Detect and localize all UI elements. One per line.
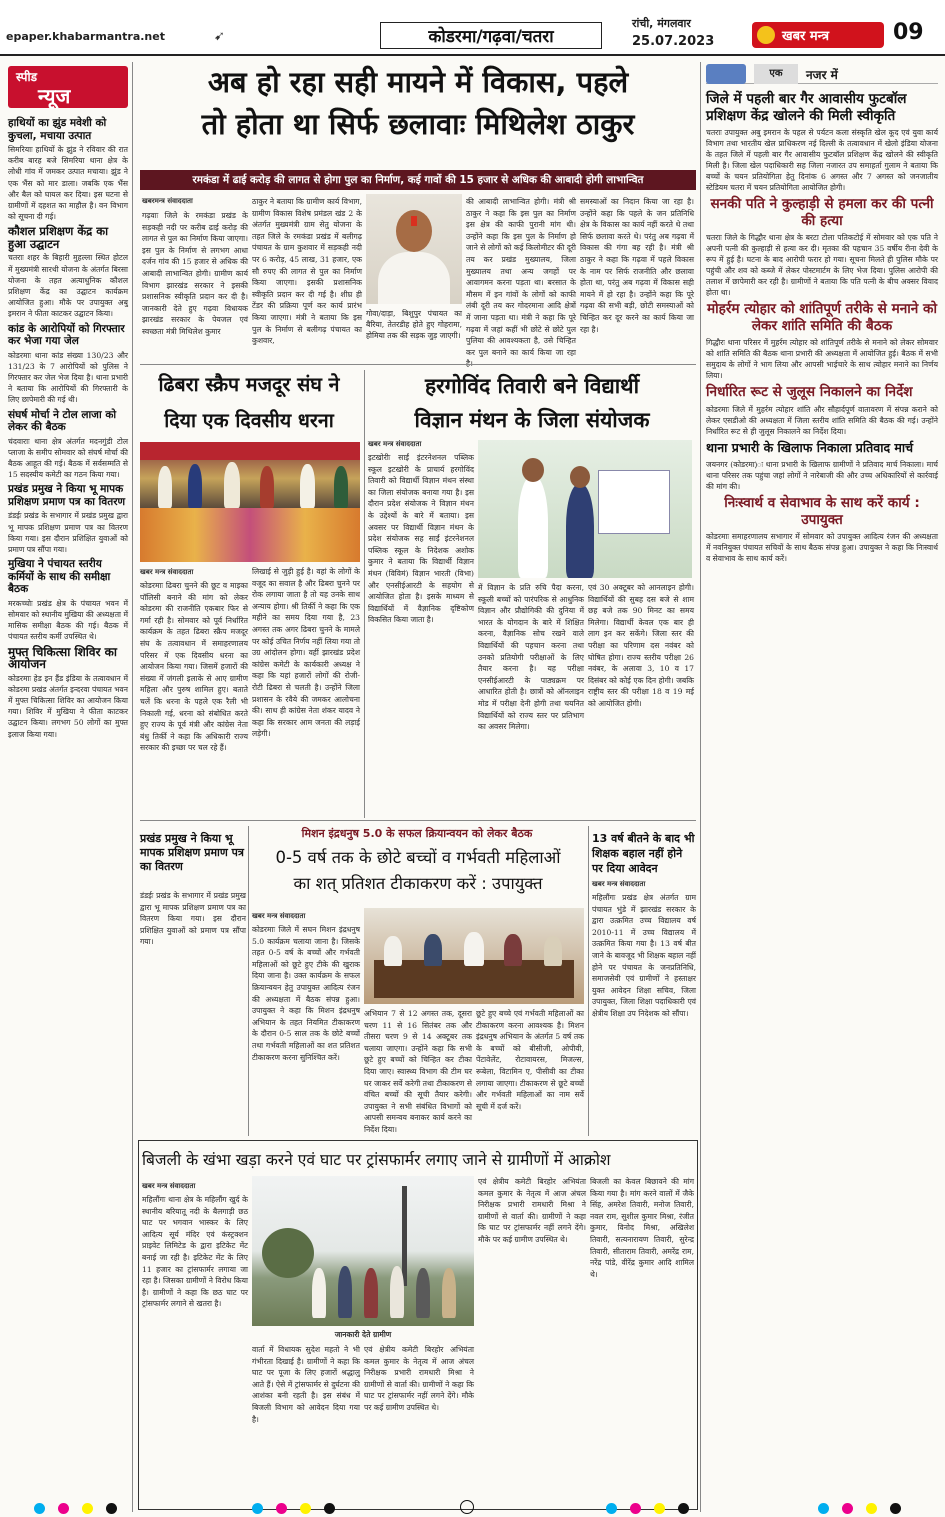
story-headline: मोहर्रम त्योहार को शांतिपूर्ण तरीके से मनाने को लेकर शांति समिति की बैठक bbox=[706, 301, 938, 334]
story-selfless bbox=[706, 495, 938, 564]
brief-text: डंडईः प्रखंड के सभागार में प्रखंड प्रमुख द्वारा भू मापक प्रशिक्षण प्रमाण पत्र का वितरण किया गया। इस दौरान प्रशिक्षित युवाओं को प्रमाण पत्र सौंपा गया। bbox=[8, 511, 128, 555]
brief-review bbox=[8, 558, 128, 642]
villager bbox=[312, 1268, 326, 1318]
story-headline: निर्धारित रूट से जुलूस निकालने का निर्देश bbox=[706, 384, 913, 400]
dhibra-col-1: कोडरमाः ढिबरा चुनने की छूट व माइका पॉलिसी बनाने की मांग को लेकर कोडरमा की राजनीति एकबार फिर से गर्मा रही है। सोमवार को पूर्व निर्धारित कार्यक्रम के तहत ढिबरा स्क्रैप मजदूर संघ के तत्वावधान में समाहरणालय परिसर में एक दिवसीय धरना का आयोजन किया गया। जिसमें हजारों की संख्या में जंगली इलाके से आए ग्रामीण महिला और पुरुष शामिल हुए। बताते चलें कि धरना के पहले एक रैली भी निकाली गई, धरना को संबोधित करते हुए राज्य के पूर्व मंत्री और कांग्रेस नेता बंधु तिर्की ने कहा कि अधिकारी राज्य सरकार की इच्छा पर चल रहे हैं। bbox=[140, 581, 248, 753]
dhibra-photo bbox=[140, 442, 360, 508]
issue-date: 25.07.2023 bbox=[632, 34, 715, 49]
ek-badge: एक bbox=[754, 64, 798, 84]
story-text: जयनगर (कोडरमा)ः थाना प्रभारी के खिलाफ ग्रामीणों ने प्रतिवाद मार्च निकाला। मार्च थाना परिसर तक पहुंचा जहां लोगों ने नारेबाजी की और उच्च अधिकारियों से कार्रवाई की मांग की। bbox=[706, 460, 938, 491]
lead-col-2: ठाकुर ने बताया कि ग्रामीण कार्य विभाग, ग्रामीण विकास विशेष प्रमंडल खंड 2 के अंतर्गत मुख्यमंत्री ग्राम सेतु योजना के तहत जिले के रमकंडा प्रखंड में बलीगढ़ पंचायत के ग्राम कुशवार में सड़कही नदी पर 6 करोड़, 45 लाख, 31 हजार, एक सौ रुपए की लागत से पुल का निर्माण किया जाएगा। इसकी प्रशासनिक स्वीकृति प्रदान कर दी गई है। शीघ्र ही टेंडर की प्रक्रिया पूर्ण कर कार्य प्रारंभ किया जाएगा। मंत्री ने बताया कि इस पुल के निर्माण से बलीगढ़ पंचायत का कुशवार, bbox=[252, 197, 362, 346]
brief-headline: मुफ्त चिकित्सा शिविर का आयोजन bbox=[8, 644, 118, 672]
right-divider bbox=[700, 62, 701, 1512]
registration-dot bbox=[866, 1503, 877, 1514]
person-figure bbox=[566, 484, 594, 578]
speed-label: स्पीड bbox=[16, 70, 38, 84]
brief-headline: कांड के आरोपियों को गिरफ्तार कर भेजा गया जेल bbox=[8, 322, 125, 348]
brief-text: मरकच्चोः प्रखंड क्षेत्र के पंचायत भवन में सोमवार को स्थानीय मुखिया की अध्यक्षता में मासिक समीक्षा बैठक की गई। बैठक में पंचायत स्तरीय कर्मी उपस्थित थे। bbox=[8, 598, 128, 642]
brief-headline: कौशल प्रशिक्षण केंद्र का हुआ उद्घाटन bbox=[8, 224, 109, 251]
person-head bbox=[570, 466, 590, 488]
block-divider bbox=[248, 826, 249, 1136]
bijli-headline: बिजली के खंभा खड़ा करने एवं घाट पर ट्रांसफार्मर लगाए जाने से ग्रामीणों में आक्रोश bbox=[142, 1151, 611, 1169]
story-muharram bbox=[706, 301, 938, 381]
registration-dot bbox=[630, 1503, 641, 1514]
bijli-photo-caption: जानकारी देते ग्रामीण bbox=[334, 1330, 392, 1339]
bijli-col-3b: एवं क्षेत्रीय कमेटी बिरहोर अभियंता कमल कुमार के नेतृत्व में आज अंचल निरीक्षक प्रभारी रामधारी मिश्रा ने ग्रामीणों से वार्ता की। ग्रामीणों ने कहा कि घाट पर ट्रांसफार्मर नहीं लगने देंगे। मौके पर कई ग्रामीण उपस्थित थे। bbox=[478, 1177, 586, 1244]
mission-headline-2: का शत् प्रतिशत टीकाकरण करें : उपायुक्त bbox=[293, 874, 543, 893]
site-url[interactable]: epaper.khabarmantra.net bbox=[6, 30, 165, 43]
story-text: कोडरमाः समाहरणालय सभागार में सोमवार को उपायुक्त आदित्य रंजन की अध्यक्षता में नवनियुक्त पंचायत सचिवों के साथ बैठक संपन्न हुआ। उपायुक्त ने कहा कि निःस्वार्थ व सेवाभाव के साथ कार्य करें। bbox=[706, 532, 938, 563]
ssa-divider bbox=[588, 826, 589, 1136]
registration-dot bbox=[34, 1503, 45, 1514]
bijli-col-3: एवं क्षेत्रीय कमेटी बिरहोर अभियंता कमल कुमार के नेतृत्व में आज अंचल निरीक्षक प्रभारी रामधारी मिश्रा ने ग्रामीणों से वार्ता की। ग्रामीणों ने कहा कि घाट पर ट्रांसफार्मर नहीं लगने देंगे। मौके पर कई ग्रामीण उपस्थित थे। bbox=[364, 1345, 474, 1412]
electric-pole bbox=[402, 1186, 407, 1286]
lead-strap: रमकंडा में ढाई करोड़ की लागत से होगा पुल का निर्माण, कई गावों की 15 हजार से अधिक की आबादी होगी लाभान्वित bbox=[140, 170, 696, 190]
crosshair-icon bbox=[460, 1500, 474, 1514]
dhibra-byline: खबर मन्त्र संवाददाता bbox=[140, 568, 194, 576]
bijli-col-1: महिलौंगः थाना क्षेत्र के महिलौंग खुर्द के स्थानीय बरियातू नदी के बैलगाड़ी छठ घाट पर भगवान भास्कर के लिए आदित्य सूर्य मंदिर एवं कंस्ट्रक्शन प्राइवेट लिमिटेड के द्वारा इटिकेट मेंट बनाई जा रही है। इटिकेट मेंट के लिए 11 हजार का ट्रांसफार्मर लगाया जा रहा है। जिसका ग्रामीणों ने विरोध किया है। ग्रामीणों ने कहा कि छठ घाट पर ट्रांसफार्मर लगाने से खतरा है। bbox=[142, 1195, 248, 1309]
certificate-board bbox=[598, 470, 670, 534]
minister-body bbox=[378, 252, 450, 304]
brief-skill-centre bbox=[8, 225, 128, 319]
crowd-figure bbox=[158, 466, 172, 508]
story-headline: थाना प्रभारी के खिलाफ निकाला प्रतिवाद मार्च bbox=[706, 439, 914, 455]
mission-top-rule bbox=[140, 820, 696, 821]
dhibra-headline-1: ढिबरा स्क्रैप मजदूर संघ ने bbox=[158, 373, 340, 396]
hargovind-col-1: इटखोरीः साईं इंटरनेशनल पब्लिक स्कूल इटखोरी के प्राचार्य हरगोविंद तिवारी को विद्यार्थी विज्ञान मंथन संस्था का जिला संयोजक बनाया गया है। इस दौरान प्रदेश संयोजक ने विज्ञान मंथन के उद्देश्यों के बारे में बताया। इस अवसर पर विद्यार्थी विज्ञान मंथन के प्रदेश संयोजक सह साईं इंटरनेशनल पब्लिक स्कूल के निदेशक अशोक कुमार ने बताया कि विद्यार्थी विज्ञान मंथन (विविमं) विज्ञान भारती (विभा) और एनसीईआरटी के सहयोग से आयोजित होता है। इसके माध्यम से विद्यार्थियों में वैज्ञानिक दृष्टिकोण विकसित किया जाता है। bbox=[368, 453, 474, 625]
attendee bbox=[464, 932, 484, 966]
registration-dot bbox=[82, 1503, 93, 1514]
bijli-byline: खबर मन्त्र संवाददाता bbox=[142, 1182, 196, 1190]
cursor-icon: ➹ bbox=[214, 29, 225, 44]
crowd-figure bbox=[334, 466, 348, 508]
person-head bbox=[522, 458, 544, 482]
top-bar bbox=[0, 0, 945, 56]
ssa-headline-2: शिक्षक बहाल नहीं होने bbox=[592, 847, 683, 860]
story-text: कोडरमाः जिले में मुहर्रम त्योहार शांति और सौहार्दपूर्ण वातावरण में संपन्न कराने को लेकर एसडीओ की अध्यक्षता में जिला स्तरीय शांति समिति की बैठक की गई। उन्होंने निर्धारित रूट से ही जुलूस निकालने का निर्देश दिया। bbox=[706, 404, 938, 436]
attendee bbox=[424, 934, 442, 966]
mid-divider bbox=[364, 370, 365, 818]
hargovind-headline-1: हरगोविंद तिवारी बने विद्यार्थी bbox=[424, 374, 640, 398]
story-football bbox=[706, 91, 938, 193]
brand-logo bbox=[752, 22, 884, 48]
story-protest bbox=[706, 440, 938, 493]
right-stories bbox=[706, 88, 938, 1508]
dhibra-headline-2: दिया एक दिवसीय धरना bbox=[164, 409, 334, 432]
brief-text: चंदवाराः थाना क्षेत्र अंतर्गत मदनगुंडी टोल प्लाजा के समीप सोमवार को संघर्ष मोर्चा की बैठक आहूत की गई। बैठक में सर्वसम्मति से 15 सदस्यीय कमेटी का गठन किया गया। bbox=[8, 436, 128, 480]
brief-text: चतराः शहर के बिहारी मुहल्ला स्थित होटल में मुख्यमंत्री सारथी योजना के अंतर्गत बिरसा योजना के तहत अत्याधुनिक कौशल प्रशिक्षण केंद्र का उद्घाटन कार्यक्रम आयोजित हुआ। मौके पर उपायुक्त अबु इमरान ने फीता काटकर उद्घाटन किया। bbox=[8, 253, 128, 319]
hargovind-byline: खबर मन्त्र संवाददाता bbox=[368, 440, 422, 448]
ssa-headline-1: 13 वर्ष बीतने के बाद भी bbox=[592, 832, 695, 845]
crowd-figure bbox=[224, 462, 240, 508]
mission-col-2: अभियान 7 से 12 अगस्त तक, दूसरा चरण 11 से 16 सितंबर तक और तीसरा चरण 9 से 14 अक्टूबर तक चलाया जाएगा। उन्होंने कहा कि सभी छूटे हुए बच्चों को चिन्हित कर टीका दिया जाए। स्वास्थ्य विभाग की टीम घर घर जाकर सर्वे करेगी तथा टीकाकरण से वंचित बच्चों की सूची तैयार करेगी। उपायुक्त ने सभी संबंधित विभागों को आपसी समन्वय बनाकर कार्य करने का निर्देश दिया। bbox=[364, 1009, 472, 1134]
left-briefs bbox=[8, 114, 128, 1509]
banner-shape bbox=[140, 442, 360, 460]
attendee bbox=[544, 936, 562, 966]
crowd-figure bbox=[260, 466, 274, 508]
brief-headline: प्रखंड प्रमुख ने किया भू मापक प्रशिक्षण प्रमाण पत्र का वितरण bbox=[8, 483, 126, 508]
brief-elephant bbox=[8, 117, 128, 222]
nazar-icon bbox=[706, 64, 746, 84]
left-divider bbox=[132, 62, 133, 1512]
attendee bbox=[384, 936, 402, 966]
attendee bbox=[504, 934, 522, 966]
story-headline: जिले में पहली बार गैर आवासीय फुटबॉल प्रशिक्षण केंद्र खोलने की मिली स्वीकृति bbox=[706, 91, 907, 124]
mission-byline: खबर मन्त्र संवाददाता bbox=[252, 912, 306, 920]
registration-dot bbox=[818, 1503, 829, 1514]
story-text: चतराः जिले के गिद्धौर थाना क्षेत्र के बरटा टोला पतिकटोई में सोमवार को एक पति ने अपनी पत्नी की कुल्हाड़ी से हत्या कर दी। मृतका की पहचान 35 वर्षीय रीना देवी के रूप में हुई है। घटना के बाद आरोपी फरार हो गया। सूचना मिलते ही पुलिस मौके पर पहुंची और शव को कब्जे में लेकर पोस्टमार्टम के लिए भेज दिया। पुलिस आरोपी की तलाश में छापेमारी कर रही है। ग्रामीणों ने बताया कि पति पत्नी के बीच अक्सर विवाद होता था। bbox=[706, 233, 938, 297]
minister-photo bbox=[366, 194, 462, 304]
story-text: चतराः उपायुक्त अबु इमरान के पहल से पर्यटन कला संस्कृति खेल कूद एवं युवा कार्य विभाग तथा भारतीय खेल प्राधिकरण नई दिल्ली के तत्वावधान में खेलो इंडिया योजना के तहत जिले में पहली बार गैर आवासीय फुटबॉल प्रशिक्षण केंद्र खोलने की स्वीकृति मिली है। जिला खेल पदाधिकारी सह जिला नजारत उप समाहर्ता गुलाम ने बताया कि बच्चों के चयन प्रतियोगिता हेतु दिनांक 6 अगस्त और 7 अगस्त को जनजातीय स्टेडियम चतरा में चयन प्रतियोगिता आयोजित होगी। bbox=[706, 128, 938, 192]
villager bbox=[364, 1268, 378, 1318]
ek-nazar-header bbox=[706, 64, 938, 84]
person-figure bbox=[518, 476, 548, 578]
lead-byline: खबरमन्त्र संवाददाता bbox=[142, 197, 193, 205]
mission-col-3: छूटे हुए बच्चे एवं गर्भवती महिलाओं का टीकाकरण करना आवश्यक है। मिशन इंद्रधनुष अभियान के अंतर्गत 5 वर्ष तक के बच्चों को बीसीजी, ओपीवी, पेंटावेलेंट, रोटावायरस, मिजल्स, रूबेला, विटामिन ए, पीसीवी का टीका लगाया जाएगा। टीकाकरण से छूटे बच्चों और गर्भवती महिलाओं का नाम सर्वे सूची में दर्ज करें। bbox=[476, 1009, 584, 1111]
villager bbox=[442, 1268, 456, 1318]
story-headline: सनकी पति ने कुल्हाड़ी से हमला कर की पत्नी की हत्या bbox=[710, 196, 934, 229]
nazar-label: नजर में bbox=[806, 68, 838, 82]
brief-health-camp bbox=[8, 646, 128, 740]
hargovind-col-3: एवं 30 अक्टूबर को आनलाइन होगी। विद्यार्थियों की सुबह दस बजे से शाम छह बजे तक 90 मिनट का समय मिलेगा। विद्यार्थी केवल एक बार ही लाग इन कर सकेंगे। जिला स्तर की परीक्षा का परिणाम दस नवंबर को घोषित होगा। राज्य स्तरीय परीक्षा 26 नवंबर, के अलावा 3, 10 व 17 दिसंबर को कोई एक दिन होगी। जबकि राष्ट्रीय स्तर की परीक्षा 18 व 19 मई को आयोजित होगी। bbox=[588, 583, 694, 708]
pramukh-text: डंडईः प्रखंड के सभागार में प्रखंड प्रमुख द्वारा भू मापक प्रशिक्षण प्रमाण पत्र का वितरण किया गया। इस दौरान प्रशिक्षित युवाओं को प्रमाण पत्र सौंपा गया। bbox=[140, 891, 246, 947]
brief-headline: संघर्ष मोर्चा ने टोल लाजा को लेकर की बैठक bbox=[8, 408, 117, 434]
bijli-col-2: वार्ता में विधायक सुदेश महतो ने भी गंभीरता दिखाई है। ग्रामीणों ने कहा कि घाट पर पूजा के लिए हजारों श्रद्धालु आते हैं। ऐसे में ट्रांसफार्मर से दुर्घटना की आशंका बनी रहती है। इस संबंध में बिजली विभाग को आवेदन दिया गया है। bbox=[252, 1345, 360, 1424]
mission-col-1: कोडरमाः जिले में सघन मिशन इंद्रधनुष 5.0 कार्यक्रम चलाया जाना है। जिसके तहत 0-5 वर्ष के बच्चों और गर्भवती महिलाओं को छूटे हुए टीके की खुराक दिया जाना है। उक्त कार्यक्रम के सफल क्रियान्वयन हेतु उपायुक्त आदित्य रंजन की अध्यक्षता में बैठक संपन्न हुआ। उपायुक्त ने कहा कि मिशन इंद्रधनुष अभियान के तहत नियमित टीकाकरण के दौरान 0-5 साल तक के छोटे बच्चों तथा गर्भवती महिलाओं का शत प्रतिशत टीकाकरण करना सुनिश्चित करें। bbox=[252, 925, 360, 1062]
lead-headline-1: अब हो रहा सही मायने में विकास, पहले bbox=[207, 65, 629, 99]
brief-certificate bbox=[8, 483, 128, 555]
brief-headline: हाथियों का झुंड मवेशी को कुचला, मचाया उत्पात bbox=[8, 117, 107, 142]
registration-dot bbox=[106, 1503, 117, 1514]
hargovind-photo bbox=[478, 440, 692, 578]
brand-name: खबर मन्त्र bbox=[782, 29, 830, 44]
minister-tilak bbox=[411, 216, 417, 226]
lead-bottom-rule bbox=[140, 364, 696, 365]
page-number: 09 bbox=[893, 20, 924, 45]
lead-headline-2: तो होता था सिर्फ छलावाः मिथिलेश ठाकुर bbox=[201, 107, 635, 141]
crowd-figure bbox=[300, 464, 315, 508]
bijli-photo bbox=[252, 1176, 474, 1326]
lead-col-3: की आबादी लाभान्वित होगी। मंत्री श्री ठाकुर ने कहा कि इस पुल का निर्माण इस क्षेत्र की काफी पुरानी मांग थी। उन्होंने कहा कि इस पुल के निर्माण हो जाने से लोगों को कई किलोमीटर की दूरी तय कर प्रखंड मुख्यालय, जिला मुख्यालय तथा अन्य जगहों पर आवागमन करना पड़ता था। बरसात के मौसम में इन गांवों के लोगों को काफी लंबी दूरी तय कर गोदरमाना आदि क्षेत्रों में जाना पड़ता था। मंत्री ने कहा कि पूरे गढ़वा में जहां कहीं भी छोटे से छोटे पुल पुलिया की आवश्यकता है, उसे चिन्हित कर पुल बनाने का कार्य किया जा रहा bbox=[466, 197, 576, 357]
ssa-headline-3: पर दिया आवेदन bbox=[592, 862, 658, 875]
registration-dot bbox=[606, 1503, 617, 1514]
story-text: गिद्धौरः थाना परिसर में मुहर्रम त्योहार को शांतिपूर्ण तरीके से मनाने को लेकर सोमवार को शांति समिति की बैठक थाना प्रभारी की अध्यक्षता में आयोजित हुई। बैठक में सभी समुदाय के लोगों ने भाग लिया और आपसी भाईचारे के साथ त्योहार मनाने का निर्णय लिया। bbox=[706, 338, 938, 380]
registration-dot bbox=[300, 1503, 311, 1514]
registration-dot bbox=[678, 1503, 689, 1514]
registration-dot bbox=[324, 1503, 335, 1514]
brief-text: कोडरमाः हेड इन हैंड इंडिया के तत्वावधान में कोडरमा प्रखंड अंतर्गत इन्दरवा पंचायत भवन में मुफ्त चिकित्सा शिविर का आयोजन किया गया। शिविर में मुखिया ने फीता काटकर उद्घाटन किया। लगभग 50 लोगों का मुफ्त इलाज किया गया। bbox=[8, 673, 128, 739]
brief-arrest bbox=[8, 323, 128, 406]
story-murder bbox=[706, 196, 938, 298]
mission-headline-1: 0-5 वर्ष तक के छोटे बच्चों व गर्भवती महिलाओं bbox=[275, 848, 561, 867]
story-headline: निःस्वार्थ व सेवाभाव के साथ करें कार्य : उपायुक्त bbox=[724, 495, 920, 528]
crowd-figure bbox=[188, 464, 202, 508]
pramukh-headline: प्रखंड प्रमुख ने किया भू मापक प्रशिक्षण प्रमाण पत्र का वितरण bbox=[140, 832, 244, 873]
lead-photo-caption: गोवा/दाड़ा, बिशुपुर पंचायत का बैरिया, तेतरडीह होते हुए गोहरामा, होमिया तक की सड़क जुड़ जाएगी। bbox=[366, 309, 462, 341]
villager bbox=[338, 1266, 352, 1318]
ssa-col: महिलौंगः प्रखंड क्षेत्र अंतर्गत ग्राम पंचायत भुंडे में झारखंड सरकार के द्वारा उत्क्रमित उच्च विद्यालय वर्ष 2010-11 में उच्च विद्यालय में उत्क्रमित किया गया है। 13 वर्ष बीत जाने के बावजूद भी शिक्षक बहाल नहीं होने पर पंचायत के जनप्रतिनिधि, समाजसेवी एवं ग्रामीणों ने हस्ताक्षर युक्त आवेदन शिक्षा सचिव, जिला उपायुक्त, जिला शिक्षा पदाधिकारी एवं क्षेत्रीय शिक्षा उप निदेशक को सौंपा। bbox=[592, 893, 696, 1018]
villager bbox=[390, 1266, 404, 1318]
villager bbox=[416, 1268, 430, 1318]
brief-text: सिमरियाः हाथियों के झुंड ने रविवार की रात करीब बारह बजे सिमरिया थाना क्षेत्र के लोधी गांव में जमकर उत्पात मचाया। झुंड ने एक भैंस को मार डाला। जबकि एक भैंस और बैल को घायल कर दिया। इस घटना से ग्रामीणों में दहशत का माहौल है। वन विभाग को सूचना दी गई। bbox=[8, 145, 128, 222]
bijli-col-4: बिजली का केवल बिछावने की मांग किया गया है। मांग करने वालों में जैके सिंह, अमरेश तिवारी, मनोज तिवारी, नवल राम, सुशील कुमार मिश्रा, रंजीत कुमार, विनोद मिश्रा, अखिलेश तिवारी, सत्यनारायण तिवारी, सुरेन्द्र तिवारी, सीताराम तिवारी, अमरेंद्र राम, नरेंद्र पांडे, वीरेंद्र कुमार आदि शामिल थे। bbox=[590, 1177, 694, 1279]
lead-col-4: समस्याओं का निदान किया जा रहा है। उन्होंने कहा कि पहले के जन प्रतिनिधि क्षेत्र के विकास का कार्य नहीं करते थे तथा सिर्फ छलावा करते थे। परंतु अब गढ़वा में विकास की गंगा बह रही है। मंत्री श्री ठाकुर ने कहा कि गढ़वा में पहले विकास के नाम पर सिर्फ राजनीति और छलावा होता था, परंतु अब गढ़वा में विकास सही मायने में हो रहा है। उन्होंने कहा कि पूरे गढ़वा की सभी बड़ी, छोटी समस्याओं को चिन्हित कर दूर करने का कार्य किया जा रहा है। bbox=[580, 197, 694, 334]
hargovind-headline-2: विज्ञान मंथन के जिला संयोजक bbox=[414, 408, 650, 432]
dhibra-crowd-photo bbox=[140, 508, 360, 562]
hargovind-col-2: में विज्ञान के प्रति रुचि पैदा करना, स्कूली बच्चों को पारंपरिक से आधुनिक विज्ञान और प्रौद्योगिकी की दुनिया में भारत के योगदान के बारे में शिक्षित करना, वैज्ञानिक सोच रखने वाले विद्यार्थियों की पहचान करना तथा उनको प्रतियोगी परीक्षाओं के लिए तैयार करना है। यह परीक्षा एनसीईआरटी के पाठ्यक्रम पर आधारित होती है। छात्रों को ऑनलाइन मोड में परीक्षा देनी होगी तथा चयनित विद्यार्थियों को राज्य स्तर पर प्रतिभाग का अवसर मिलेगा। bbox=[478, 583, 584, 732]
city-day: रांची, मंगलवार bbox=[632, 17, 691, 30]
ssa-byline: खबर मन्त्र संवाददाता bbox=[592, 880, 646, 888]
brand-icon bbox=[757, 26, 775, 44]
registration-dot bbox=[58, 1503, 69, 1514]
section-title: कोडरमा/गढ़वा/चतरा bbox=[380, 22, 602, 49]
lead-col-1: गढ़वाः जिले के रमकंडा प्रखंड के सड़कही नदी पर करीब ढाई करोड़ की लागत से पुल का निर्माण किया जाएगा। इस पुल के निर्माण से लगभग आधा दर्जन गांव की 15 हजार से अधिक की आबादी लाभान्वित होगी। ग्रामीण कार्य विभाग झारखंड सरकार ने इसकी प्रशासनिक स्वीकृति प्रदान कर दी है। जानकारी देते हुए गढ़वा विधायक झारखंड सरकार के पेयजल एवं स्वच्छता मंत्री मिथिलेश कुमार bbox=[142, 211, 248, 336]
brief-toll bbox=[8, 409, 128, 481]
registration-dot bbox=[654, 1503, 665, 1514]
registration-dot bbox=[842, 1503, 853, 1514]
dhibra-col-2: लिखाई से जुड़ी हुई है। वहां के लोगों के वजूद का सवाल है और ढिबरा चुनने पर रोक लगाया जाता है तो यह उनके साथ अन्याय होगा। श्री तिर्की ने कहा कि एक महीने का समय दिया गया है, 23 अगस्त तक अगर ढिबरा चुनने के मामले पर कोई उचित निर्णय नहीं लिया गया तो उग्र आंदोलन होगा। वहीं झारखंड प्रदेश कांग्रेस कमेटी के कार्यकारी अध्यक्ष ने कहा कि यहां हजारों लोगों की रोजी-रोटी ढिबरा से चलती है। उन्होंने जिला प्रशासन के रवैये की जमकर आलोचना की। साथ ही कांग्रेस नेता शंकर यादव ने कहा कि सरकार आम जनता की लड़ाई लड़ेगी। bbox=[252, 567, 360, 739]
brief-text: कोडरमाः थाना कांड संख्या 130/23 और 131/23 के 7 आरोपियों को पुलिस ने गिरफ्तार कर जेल भेज दिया है। थाना प्रभारी ने बताया कि आरोपियों की गिरफ्तारी के लिए छापेमारी की गई थी। bbox=[8, 350, 128, 405]
registration-dot bbox=[276, 1503, 287, 1514]
brief-headline: मुखिया ने पंचायत स्तरीय कर्मियों के साथ की समीक्षा बैठक bbox=[8, 558, 111, 596]
registration-dot bbox=[252, 1503, 263, 1514]
mission-kicker: मिशन इंद्रधनुष 5.0 के सफल क्रियान्वयन को लेकर बैठक bbox=[301, 827, 533, 840]
tree-shape bbox=[262, 1228, 314, 1278]
registration-dot bbox=[890, 1503, 901, 1514]
mission-photo bbox=[364, 908, 584, 1004]
news-label: न्यूज bbox=[38, 84, 71, 108]
story-route bbox=[706, 384, 938, 437]
speed-news-logo bbox=[8, 66, 128, 108]
